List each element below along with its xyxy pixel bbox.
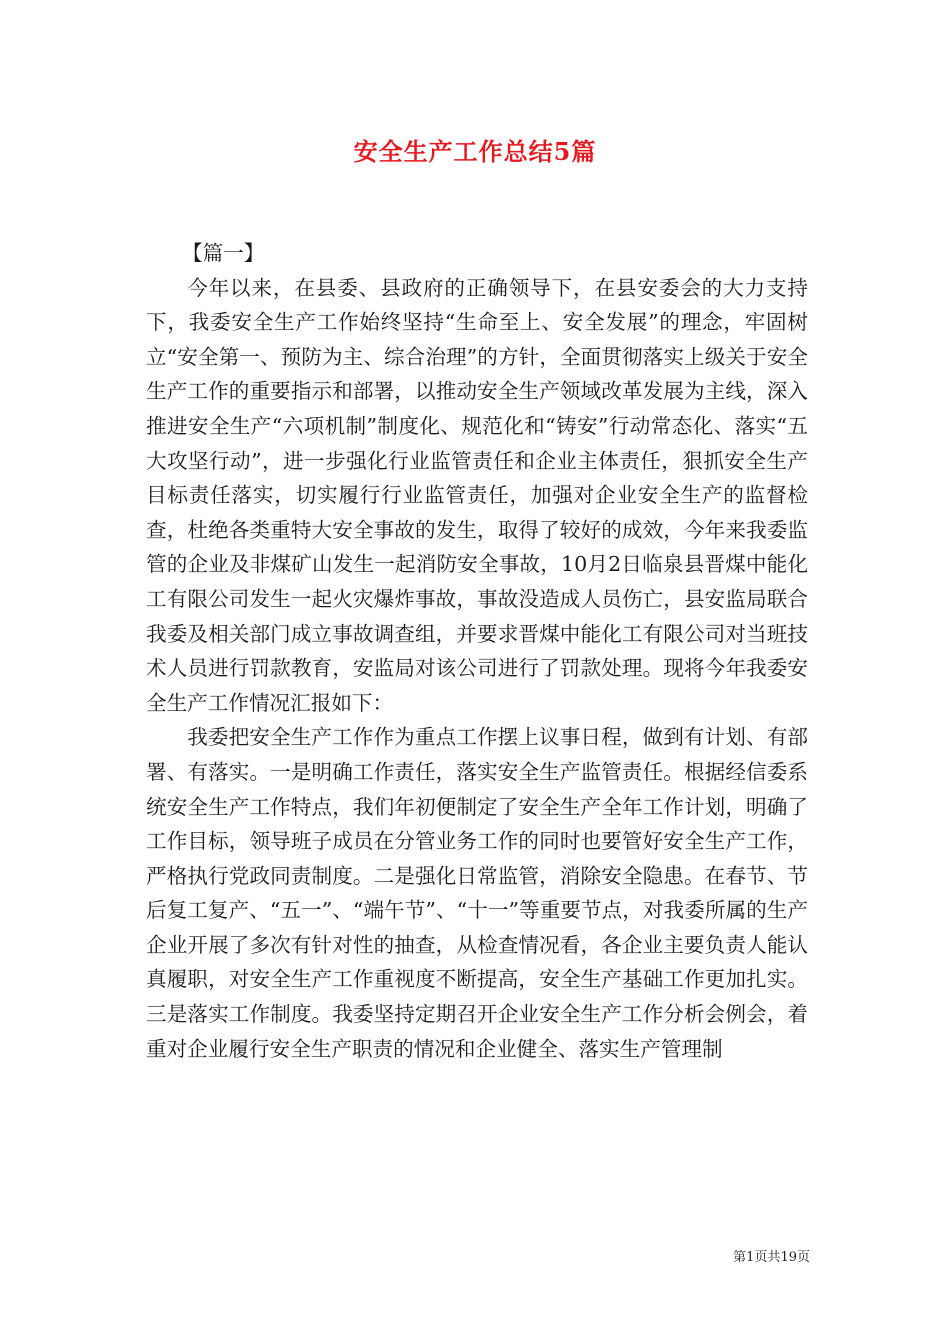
section-label: 【篇一】: [182, 241, 265, 265]
document-title: 安全生产工作总结5篇: [353, 137, 597, 166]
paragraph-1: 今年以来，在县委、县政府的正确领导下，在县安委会的大力支持下，我委安全生产工作始终坚持“生命至上、安全发展”的理念，牢固树立“安全第一、预防为主、综合治理”的方针，全面贯彻落实上级关于安全生产工作的重要指示和部署，以推动安全生产领域改革发展为主线，深入推进安全生产“六项机制”制度化、规范化和“铸安”行动常态化、落实“五大攻坚行动”，进一步强化行业监管责任和企业主体责任，狠抓安全生产目标责任落实，切实履行行业监管责任，加强对企业安全生产的监督检查，杜绝各类重特大安全事故的发生，取得了较好的成效，今年来我委监管的企业及非煤矿山发生一起消防安全事故，10月2日临泉县晋煤中能化工有限公司发生一起火灾爆炸事故，事故没造成人员伤亡，县安监局联合我委及相关部门成立事故调查组，并要求晋煤中能化工有限公司对当班技术人员进行罚款教育，安监局对该公司进行了罚款处理。现将今年我委安全生产工作情况汇报如下：: [146, 275, 808, 715]
paragraph-2: 我委把安全生产工作作为重点工作摆上议事日程，做到有计划、有部署、有落实。一是明确工作责任，落实安全生产监管责任。根据经信委系统安全生产工作特点，我们年初便制定了安全生产全年工作计划，明确了工作目标，领导班子成员在分管业务工作的同时也要管好安全生产工作，严格执行党政同责制度。二是强化日常监管，消除安全隐患。在春节、节后复工复产、“五一”、“端午节”、“十一”等重要节点，对我委所属的生产企业开展了多次有针对性的抽查，从检查情况看，各企业主要负责人能认真履职，对安全生产工作重视度不断提高，安全生产基础工作更加扎实。三是落实工作制度。我委坚持定期召开企业安全生产工作分析会例会，着重对企业履行安全生产职责的情况和企业健全、落实生产管理制: [146, 725, 808, 1061]
document-body: [146, 236, 808, 1066]
page-number-footer: 第1页共19页: [733, 1250, 810, 1265]
